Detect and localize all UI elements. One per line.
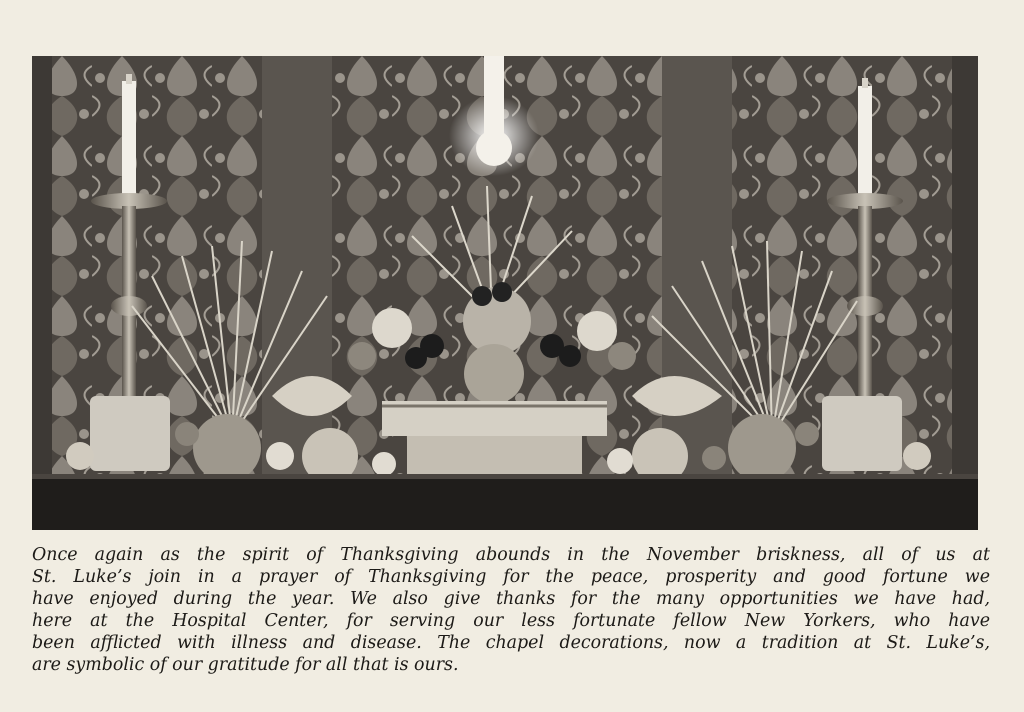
caption-line: Once again as the spirit of Thanksgiving abounds in the November briskness, all of us at — [32, 545, 990, 565]
caption-line: St. Luke’s join in a prayer of Thanksgiving for the peace, prosperity and good fortune we — [32, 567, 990, 588]
caption-line: been afflicted with illness and disease. The chapel decorations, now a tradition at St. Luke’s, — [32, 633, 990, 654]
photo-caption — [32, 544, 990, 677]
chapel-altar-photo — [32, 56, 978, 530]
altar-table — [32, 474, 978, 530]
caption-line: are symbolic of our gratitude for all that is ours. — [32, 655, 459, 676]
caption-line: have enjoyed during the year. We also give thanks for the many opportunities we have had, — [32, 589, 990, 610]
caption-line: here at the Hospital Center, for serving our less fortunate fellow New Yorkers, who have — [32, 611, 990, 632]
